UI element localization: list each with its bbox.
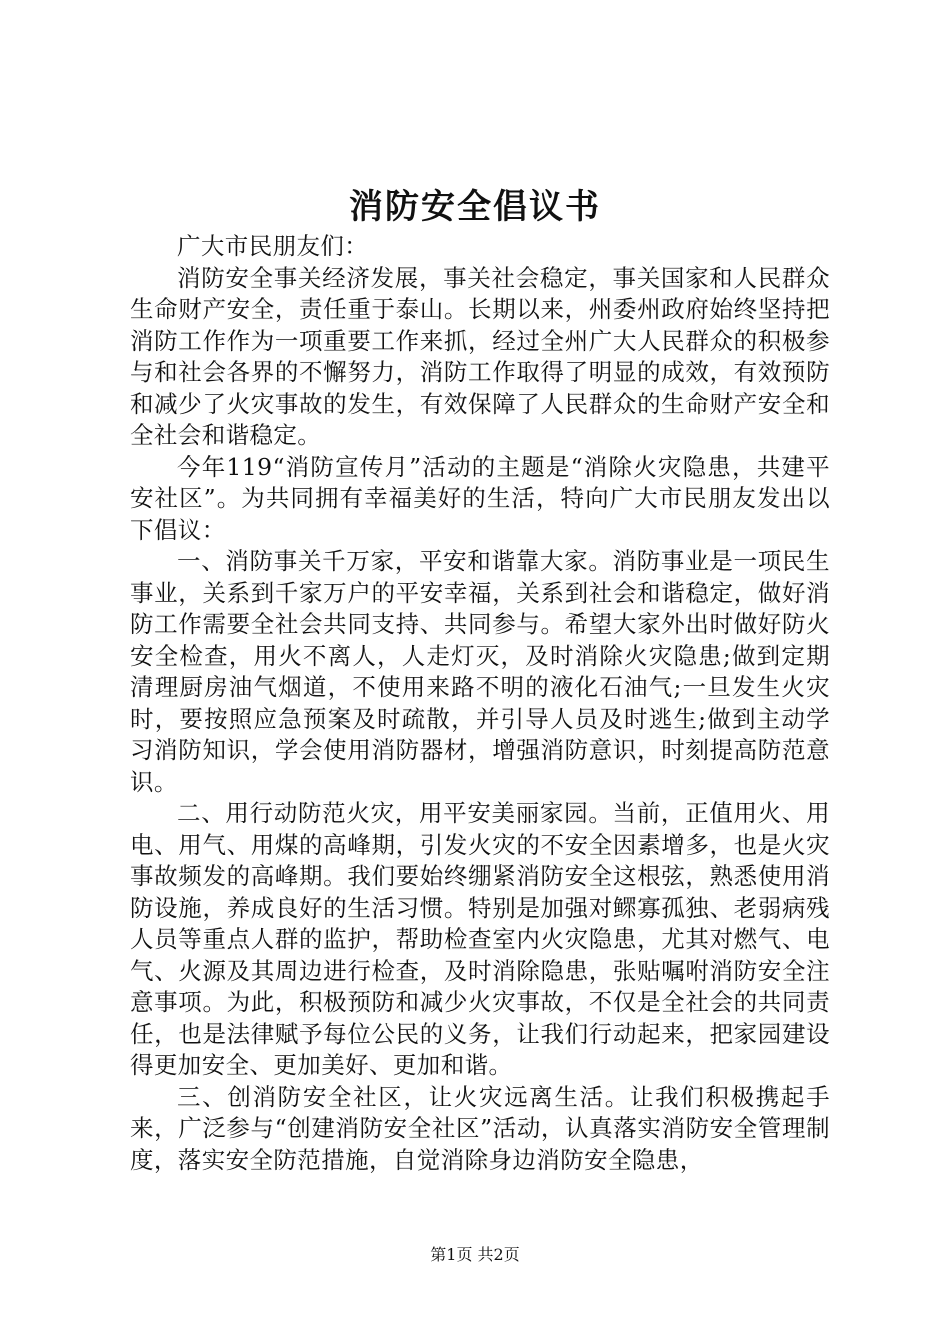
page-number-footer: 第1页 共2页	[430, 1245, 520, 1264]
paragraph-intro: 消防安全事关经济发展，事关社会稳定，事关国家和人民群众生命财产安全，责任重于泰山。长期以来，州委州政府始终坚持把消防工作作为一项重要工作来抓，经过全州广大人民群众的积极参与和社会各界的不懈努力，消防工作取得了明显的成效，有效预防和减少了火灾事故的发生，有效保障了人民群众的生命财产安全和全社会和谐稳定。	[130, 263, 830, 449]
document-title: 消防安全倡议书	[349, 187, 601, 227]
paragraph-proposal-2: 二、用行动防范火灾，用平安美丽家园。当前，正值用火、用电、用气、用煤的高峰期，引发火灾的不安全因素增多，也是火灾事故频发的高峰期。我们要始终绷紧消防安全这根弦，熟悉使用消防设施，养成良好的生活习惯。特别是加强对鳏寡孤独、老弱病残人员等重点人群的监护，帮助检查室内火灾隐患，尤其对燃气、电气、火源及其周边进行检查，及时消除隐患，张贴嘱咐消防安全注意事项。为此，积极预防和减少火灾事故，不仅是全社会的共同责任，也是法律赋予每位公民的义务，让我们行动起来，把家园建设得更加安全、更加美好、更加和谐。	[130, 799, 830, 1079]
salutation: 广大市民朋友们：	[177, 232, 369, 260]
paragraph-proposal-1: 一、消防事关千万家，平安和谐靠大家。消防事业是一项民生事业，关系到千家万户的平安幸福，关系到社会和谐稳定，做好消防工作需要全社会共同支持、共同参与。希望大家外出时做好防火安全检查，用火不离人，人走灯灭，及时消除火灾隐患;做到定期清理厨房油气烟道，不使用来路不明的液化石油气;一旦发生火灾时，要按照应急预案及时疏散，并引导人员及时逃生;做到主动学习消防知识，学会使用消防器材，增强消防意识，时刻提高防范意识。	[130, 547, 830, 796]
paragraph-proposal-3: 三、创消防安全社区，让火灾远离生活。让我们积极携起手来，广泛参与“创建消防安全社区”活动，认真落实消防安全管理制度，落实安全防范措施，自觉消除身边消防安全隐患，	[130, 1082, 830, 1174]
paragraph-theme: 今年119“消防宣传月”活动的主题是“消除火灾隐患，共建平安社区”。为共同拥有幸福美好的生活，特向广大市民朋友发出以下倡议：	[130, 452, 830, 544]
document-body	[130, 231, 830, 1176]
